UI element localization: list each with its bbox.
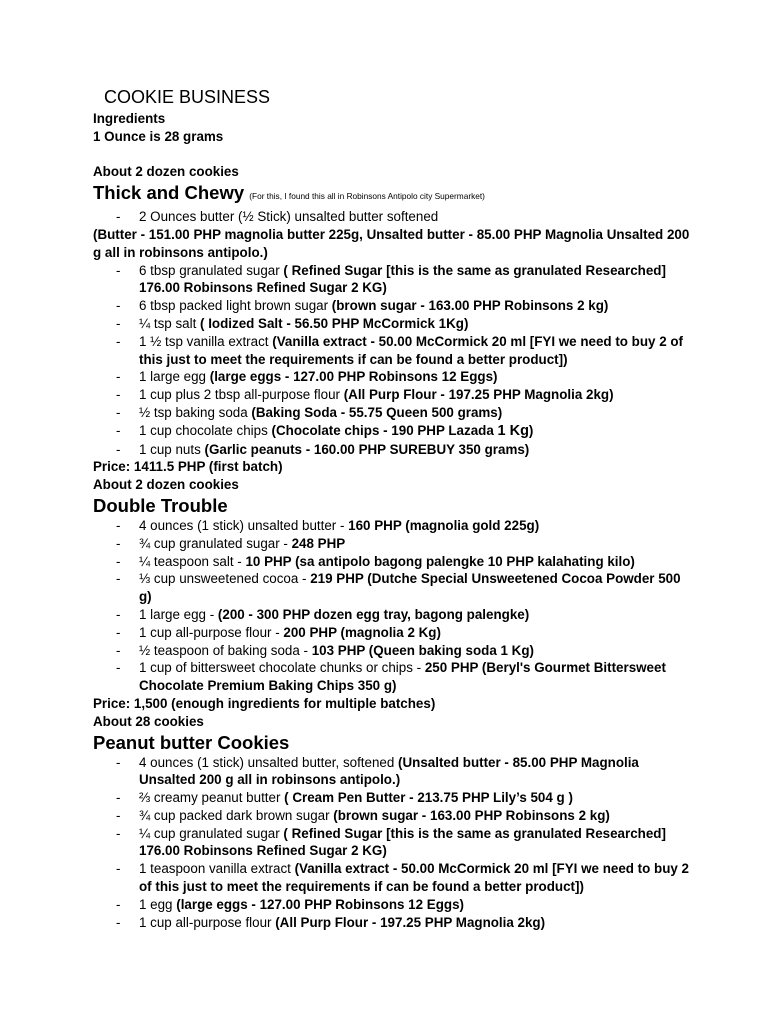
list-dash: -	[116, 553, 121, 569]
list-item	[93, 386, 693, 404]
ingredient-text: ¼ teaspoon salt -	[139, 553, 246, 569]
list-dash: -	[116, 624, 121, 640]
ingredient-text: 2 Ounces butter (½ Stick) unsalted butter softened	[139, 209, 439, 225]
list-item	[93, 262, 693, 298]
list-dash: -	[116, 754, 121, 770]
ingredient-price: (Vanilla extract - 50.00 McCormick 20 ml [FYI we need to buy 2 of this just to meet the requirements if can be found a better product])	[139, 861, 689, 895]
list-item	[93, 535, 693, 553]
ingredient-text: ¾ cup packed dark brown sugar	[139, 807, 334, 823]
ingredient-price: 160 PHP (magnolia gold 225g)	[348, 517, 540, 533]
ingredient-text: 1 cup all-purpose flour	[139, 914, 276, 930]
list-dash: -	[116, 914, 121, 930]
section-heading-text: Thick and Chewy	[93, 182, 245, 204]
list-item	[93, 754, 693, 790]
page-title: COOKIE BUSINESS	[104, 87, 271, 107]
ingredient-price: (Unsalted butter - 85.00 PHP Magnolia Unsalted 200 g all in robinsons antipolo.)	[139, 754, 639, 788]
ingredient-price: (large eggs - 127.00 PHP Robinsons 12 Eggs)	[209, 369, 498, 385]
list-item	[93, 789, 693, 807]
list-dash: -	[116, 896, 121, 912]
list-dash: -	[116, 825, 121, 841]
list-item	[93, 642, 693, 660]
document-content	[93, 86, 693, 931]
list-item	[93, 517, 693, 535]
ingredient-text: 1 egg	[139, 896, 177, 912]
ingredient-price-large: 1 Kg	[497, 422, 529, 439]
list-dash: -	[116, 642, 121, 658]
list-item	[93, 404, 693, 422]
ingredient-price: (brown sugar - 163.00 PHP Robinsons 2 kg)	[333, 807, 610, 823]
ingredient-price: (Garlic peanuts - 160.00 PHP SUREBUY 350 grams)	[204, 441, 530, 457]
list-dash: -	[116, 517, 121, 533]
list-item	[93, 570, 693, 606]
section-heading-note: (For this, I found this all in Robinsons Antipolo city Supermarket)	[249, 191, 485, 202]
list-item	[93, 825, 693, 861]
list-dash: -	[116, 571, 121, 587]
list-dash: -	[116, 404, 121, 420]
section-yield: About 2 dozen cookies	[93, 164, 239, 180]
list-dash: -	[116, 333, 121, 349]
ounce-note: 1 Ounce is 28 grams	[93, 128, 224, 144]
ingredient-price: (large eggs - 127.00 PHP Robinsons 12 Eggs)	[176, 896, 464, 912]
spacer	[93, 146, 693, 164]
ingredient-price: ( Refined Sugar [this is the same as granulated Researched] 176.00 Robinsons Refined Sugar 2 KG)	[139, 262, 666, 296]
list-dash: -	[116, 861, 121, 877]
ingredient-text: ¾ cup granulated sugar -	[139, 535, 292, 551]
ingredient-price-tail: )	[528, 422, 534, 438]
ingredient-text: 4 ounces (1 stick) unsalted butter, softened	[139, 754, 399, 770]
list-item	[93, 659, 693, 695]
list-item	[93, 368, 693, 386]
ingredient-price: (brown sugar - 163.00 PHP Robinsons 2 kg)	[331, 298, 609, 314]
ingredient-text: 6 tbsp packed light brown sugar	[139, 298, 332, 314]
section-yield: About 28 cookies	[93, 713, 204, 729]
list-dash: -	[116, 369, 121, 385]
ingredient-price: ( Cream Pen Butter - 213.75 PHP Lily’s 504 g )	[284, 790, 573, 806]
ingredient-text: 1 cup chocolate chips	[139, 422, 272, 438]
list-item	[93, 553, 693, 571]
ingredient-price: (200 - 300 PHP dozen egg tray, bagong palengke)	[217, 606, 530, 622]
list-item	[93, 315, 693, 333]
butter-note: (Butter - 151.00 PHP magnolia butter 225g, Unsalted butter - 85.00 PHP Magnolia Unsalted 200 g all in robinsons antipolo.)	[93, 226, 690, 260]
ingredient-text: 4 ounces (1 stick) unsalted butter -	[139, 517, 349, 533]
section-heading: Double Trouble	[93, 494, 228, 516]
ingredient-text: 1 cup nuts	[139, 441, 205, 457]
list-dash: -	[116, 807, 121, 823]
ingredient-text: ½ tsp baking soda	[139, 404, 252, 420]
list-dash: -	[116, 441, 121, 457]
list-dash: -	[116, 262, 121, 278]
list-dash: -	[116, 315, 121, 331]
section-heading: Peanut butter Cookies	[93, 731, 290, 753]
list-item	[93, 860, 693, 896]
list-item	[93, 896, 693, 914]
list-item	[93, 606, 693, 624]
ingredient-price: 248 PHP	[291, 535, 346, 551]
list-dash: -	[116, 298, 121, 314]
ingredient-price: (Chocolate chips - 190 PHP Lazada	[271, 422, 498, 438]
list-item	[93, 624, 693, 642]
ingredient-price: 10 PHP (sa antipolo bagong palengke 10 PHP kalahating kilo)	[245, 553, 635, 569]
ingredient-text: 1 cup plus 2 tbsp all-purpose flour	[139, 387, 344, 403]
section-yield: About 2 dozen cookies	[93, 477, 239, 493]
ingredient-text: ⅓ cup unsweetened cocoa -	[139, 571, 311, 587]
ingredient-price: ( Iodized Salt - 56.50 PHP McCormick 1Kg)	[200, 315, 469, 331]
ingredient-text: 1 teaspoon vanilla extract	[139, 861, 295, 877]
list-dash: -	[116, 660, 121, 676]
ingredient-text: 1 large egg -	[139, 606, 218, 622]
list-dash: -	[116, 535, 121, 551]
section-heading	[93, 181, 693, 208]
list-item	[93, 807, 693, 825]
list-item	[93, 914, 693, 932]
ingredient-price: 103 PHP (Queen baking soda 1 Kg)	[311, 642, 534, 658]
list-dash: -	[116, 422, 121, 438]
list-item	[93, 441, 693, 459]
ingredient-text: 6 tbsp granulated sugar	[139, 262, 284, 278]
ingredients-label: Ingredients	[93, 111, 166, 126]
ingredient-price: (Vanilla extract - 50.00 McCormick 20 ml [FYI we need to buy 2 of this just to meet the requirements if can be found a better product])	[139, 333, 684, 367]
ingredient-text: ¼ cup granulated sugar	[139, 825, 284, 841]
ingredient-text: 1 cup all-purpose flour -	[139, 624, 284, 640]
ingredient-price: 219 PHP (Dutche Special Unsweetened Cocoa Powder 500 g)	[139, 571, 681, 605]
ingredient-text: ⅔ creamy peanut butter	[139, 790, 285, 806]
ingredient-price: (Baking Soda - 55.75 Queen 500 grams)	[251, 404, 503, 420]
ingredient-text: ½ teaspoon of baking soda -	[139, 642, 312, 658]
list-item	[93, 422, 693, 441]
list-item	[93, 333, 693, 369]
section-price: Price: 1,500 (enough ingredients for multiple batches)	[93, 695, 436, 711]
ingredient-price: (All Purp Flour - 197.25 PHP Magnolia 2kg)	[275, 914, 546, 930]
list-dash: -	[116, 387, 121, 403]
ingredient-price: ( Refined Sugar [this is the same as granulated Researched] 176.00 Robinsons Refined Sugar 2 KG)	[139, 825, 666, 859]
list-dash: -	[116, 790, 121, 806]
ingredient-text: 1 cup of bittersweet chocolate chunks or chips -	[139, 660, 425, 676]
list-item	[93, 297, 693, 315]
ingredient-price: (All Purp Flour - 197.25 PHP Magnolia 2kg)	[343, 387, 614, 403]
list-dash: -	[116, 606, 121, 622]
ingredient-text: 1 ½ tsp vanilla extract	[139, 333, 273, 349]
list-item	[93, 208, 693, 226]
ingredient-text: ¼ tsp salt	[139, 315, 201, 331]
list-dash: -	[116, 209, 121, 225]
ingredient-text: 1 large egg	[139, 369, 210, 385]
section-price: Price: 1411.5 PHP (first batch)	[93, 459, 283, 475]
ingredient-price: 250 PHP (Beryl's Gourmet Bittersweet Chocolate Premium Baking Chips 350 g)	[139, 660, 666, 694]
ingredient-price: 200 PHP (magnolia 2 Kg)	[283, 624, 441, 640]
